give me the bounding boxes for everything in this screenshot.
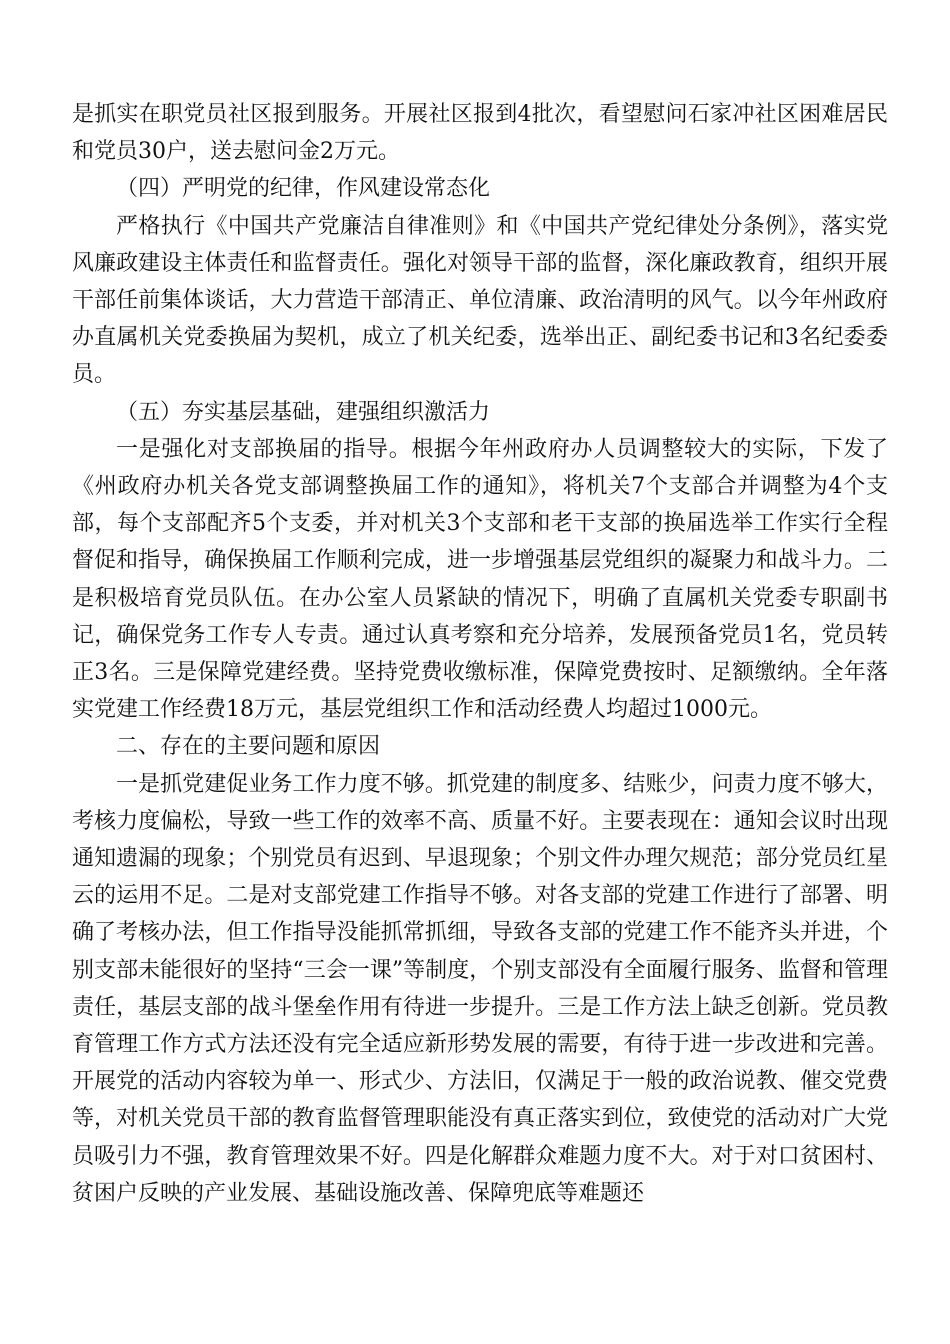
section-heading-five: （五）夯实基层基础，建强组织激活力 — [116, 399, 491, 425]
paragraph-continuation: 是抓实在职党员社区报到服务。开展社区报到4批次，看望慰问石家冲社区困难居民和党员30户，送去慰问金2万元。 — [72, 102, 888, 165]
paragraph-discipline: 严格执行《中国共产党廉洁自律准则》和《中国共产党纪律处分条例》，落实党风廉政建设主体责任和监督责任。强化对领导干部的监督，深化廉政教育，组织开展干部任前集体谈话，大力营造干部清正、单位清廉、政治清明的风气。以今年州政府办直属机关党委换届为契机，成立了机关纪委，选举出正、副纪委书记和3名纪委委员。 — [72, 213, 888, 388]
section-heading-four: （四）严明党的纪律，作风建设常态化 — [116, 176, 491, 202]
paragraph-problems: 一是抓党建促业务工作力度不够。抓党建的制度多、结账少，问责力度不够大，考核力度偏松，导致一些工作的效率不高、质量不好。主要表现在：通知会议时出现通知遗漏的现象；个别党员有迟到、早退现象；个别文件办理欠规范；部分党员红星云的运用不足。二是对支部党建工作指导不够。对各支部的党建工作进行了部署、明确了考核办法，但工作指导没能抓常抓细，导致各支部的党建工作不能齐头并进，个别支部未能很好的坚持“三会一课”等制度，个别支部没有全面履行服务、监督和管理责任，基层支部的战斗堡垒作用有待进一步提升。三是工作方法上缺乏创新。党员教育管理工作方式方法还没有完全适应新形势发展的需要，有待于进一步改进和完善。开展党的活动内容较为单一、形式少、方法旧，仅满足于一般的政治说教、催交党费等，对机关党员干部的教育监督管理职能没有真正落实到位，致使党的活动对广大党员吸引力不强，教育管理效果不好。四是化解群众难题力度不大。对于对口贫困村、贫困户反映的产业发展、基础设施改善、保障兜底等难题还 — [72, 771, 888, 1206]
paragraph-grassroots: 一是强化对支部换届的指导。根据今年州政府办人员调整较大的实际，下发了《州政府办机关各党支部调整换届工作的通知》，将机关7个支部合并调整为4个支部，每个支部配齐5个支委，并对机关3个支部和老干支部的换届选举工作实行全程督促和指导，确保换届工作顺利完成，进一步增强基层党组织的凝聚力和战斗力。二是积极培育党员队伍。在办公室人员紧缺的情况下，明确了直属机关党委专职副书记，确保党务工作专人专责。通过认真考察和充分培养，发展预备党员1名，党员转正3名。三是保障党建经费。坚持党费收缴标准，保障党费按时、足额缴纳。全年落实党建工作经费18万元，基层党组织工作和活动经费人均超过1000元。 — [72, 436, 888, 723]
document-body — [72, 96, 888, 1212]
section-heading-problems: 二、存在的主要问题和原因 — [116, 734, 381, 760]
